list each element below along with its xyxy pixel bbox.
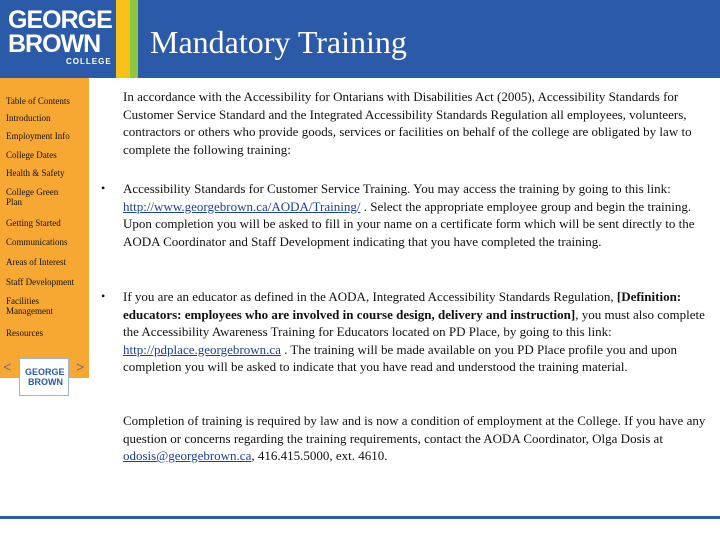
- sidebar-item-health-safety[interactable]: Health & Safety: [6, 168, 65, 178]
- logo-line-3: COLLEGE: [66, 57, 112, 66]
- home-logo-button[interactable]: [19, 358, 69, 396]
- footer-divider: [0, 516, 720, 519]
- bullet-2-text: [123, 288, 708, 376]
- bullet-1-text: [123, 180, 708, 250]
- sidebar-item-resources[interactable]: Resources: [6, 328, 43, 338]
- logo-line-1: GEORGE: [8, 6, 112, 34]
- educator-definition: [Definition: educators: employees who are involved in course design, delivery and instruction]: [123, 289, 682, 322]
- header-banner: [0, 0, 720, 78]
- bullet-1-rest: . Select the appropriate employee group and begin the training. Upon completion you will be asked to fill in your name on a certificate form which will be sent directly to the AODA Coordinator and Staff Development indicating that you have completed the training.: [123, 198, 695, 249]
- closing-paragraph: [123, 412, 708, 465]
- sidebar-item-communications[interactable]: Communications: [6, 237, 68, 247]
- bullet-1-marker: •: [101, 181, 106, 195]
- mini-logo-line-2: BROWN: [28, 377, 63, 387]
- bullet-2-rest: . The training will be made available on you PD Place profile you and upon completion you will be asked to indicate that you have read and understood the training material.: [123, 341, 678, 374]
- aoda-training-link[interactable]: http://www.georgebrown.ca/AODA/Training/: [123, 198, 361, 214]
- mini-logo-line-1: GEORGE: [25, 367, 65, 377]
- bullet-2-lead: If you are an educator as defined in the AODA, Integrated Accessibility Standards Regulation,: [123, 289, 617, 304]
- bullet-1-lead: Accessibility Standards for Customer Service Training. You may access the training by going to this link:: [123, 181, 671, 196]
- sidebar-item-table-of-contents[interactable]: Table of Contents: [6, 96, 70, 106]
- pdplace-link[interactable]: http://pdplace.georgebrown.ca: [123, 341, 281, 357]
- sidebar-item-staff-development[interactable]: Staff Development: [6, 277, 75, 287]
- sidebar-item-areas-of-interest[interactable]: Areas of Interest: [6, 257, 66, 267]
- next-button[interactable]: >: [76, 360, 85, 376]
- sidebar-item-facilities-management[interactable]: Facilities Management: [6, 296, 53, 316]
- yellow-stripe: [116, 0, 130, 78]
- coordinator-email-link[interactable]: odosis@georgebrown.ca: [123, 448, 252, 463]
- sidebar-item-employment-info[interactable]: Employment Info: [6, 131, 70, 141]
- prev-button[interactable]: <: [3, 360, 12, 376]
- closing-rest: , 416.415.5000, ext. 4610.: [251, 448, 388, 463]
- sidebar-item-introduction[interactable]: Introduction: [6, 113, 51, 123]
- intro-paragraph: In accordance with the Accessibility for Ontarians with Disabilities Act (2005), Accessibility Standards for Customer Service Standard and the Integrated Accessibility Standards Regulation all employees, volunteers, contractors or others who provide goods, services or facilities on behalf of the college are obligated by law to complete the following training:: [123, 89, 692, 157]
- sidebar-item-getting-started[interactable]: Getting Started: [6, 218, 61, 228]
- sidebar-item-college-dates[interactable]: College Dates: [6, 150, 57, 160]
- page-title: Mandatory Training: [150, 24, 407, 60]
- bullet-2-marker: •: [101, 289, 106, 303]
- sidebar-item-college-green-plan[interactable]: College Green Plan: [6, 187, 59, 207]
- george-brown-logo: [6, 8, 110, 72]
- bullet-2-middle: , you must also complete the Accessibility Awareness Training for Educators located on PD Place, by going to this link:: [123, 306, 705, 339]
- logo-line-2: BROWN: [8, 30, 101, 58]
- green-stripe: [130, 0, 138, 78]
- closing-lead: Completion of training is required by law and is now a condition of employment at the College. If you have any question or concerns regarding the training requirements, contact the AODA Coordinator, Olga Dosis at: [123, 413, 706, 446]
